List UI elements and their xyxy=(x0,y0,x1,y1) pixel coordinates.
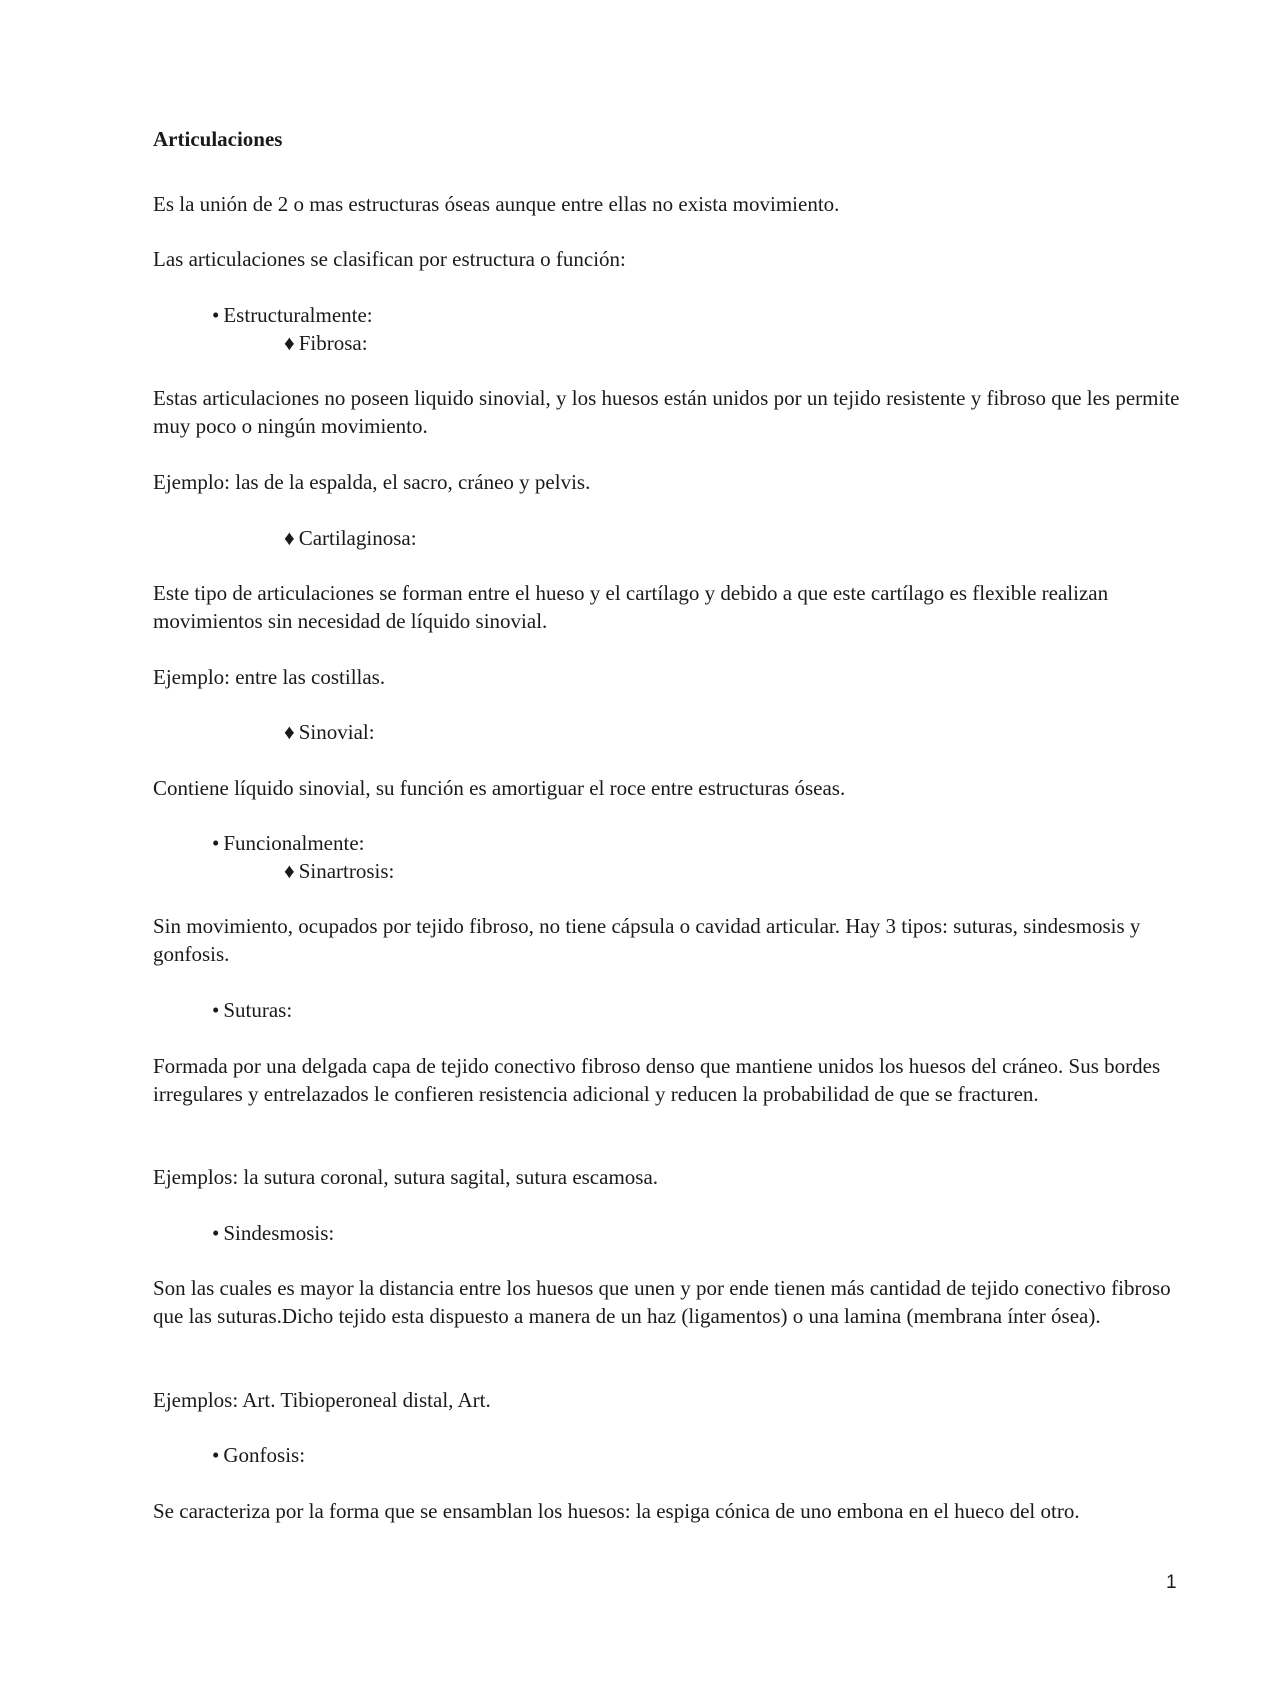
list-item-label: Suturas: xyxy=(223,998,293,1022)
list-item-fibrosa xyxy=(284,329,368,357)
list-item-label: Fibrosa: xyxy=(298,331,368,355)
diamond-bullet-icon: ♦ xyxy=(284,720,295,744)
fibrosa-example: Ejemplo: las de la espalda, el sacro, cráneo y pelvis. xyxy=(153,470,591,494)
list-item-label: Funcionalmente: xyxy=(223,831,365,855)
bullet-icon: • xyxy=(212,303,220,327)
bullet-icon: • xyxy=(212,998,220,1022)
list-item-label: Sindesmosis: xyxy=(223,1221,335,1245)
list-item-functional xyxy=(212,829,365,857)
bullet-icon: • xyxy=(212,831,220,855)
list-item-sinartrosis xyxy=(284,857,394,885)
diamond-bullet-icon: ♦ xyxy=(284,331,295,355)
suturas-paragraph: Formada por una delgada capa de tejido conectivo fibroso denso que mantiene unidos los huesos del cráneo. Sus bordes irregulares y entrelazados le confieren resistencia adicional y reducen la probabilidad de que se fracturen. xyxy=(153,1054,1161,1106)
classification-paragraph: Las articulaciones se clasifican por estructura o función: xyxy=(153,247,626,271)
list-item-sindesmosis xyxy=(212,1219,334,1247)
sindesmosis-example: Ejemplos: Art. Tibioperoneal distal, Art. xyxy=(153,1388,491,1412)
list-item-cartilaginosa xyxy=(284,524,417,552)
list-item-sinovial xyxy=(284,718,375,746)
sinovial-paragraph: Contiene líquido sinovial, su función es amortiguar el roce entre estructuras óseas. xyxy=(153,776,846,800)
bullet-icon: • xyxy=(212,1221,220,1245)
list-item-label: Estructuralmente: xyxy=(223,303,373,327)
list-item-label: Sinartrosis: xyxy=(298,859,395,883)
page-title: Articulaciones xyxy=(153,127,283,151)
cartilaginosa-example: Ejemplo: entre las costillas. xyxy=(153,665,386,689)
bullet-icon: • xyxy=(212,1443,220,1467)
page-number: 1 xyxy=(1166,1572,1177,1593)
list-item-label: Gonfosis: xyxy=(223,1443,306,1467)
list-item-label: Sinovial: xyxy=(298,720,375,744)
diamond-bullet-icon: ♦ xyxy=(284,859,295,883)
fibrosa-paragraph: Estas articulaciones no poseen liquido sinovial, y los huesos están unidos por un tejido resistente y fibroso que les permite muy poco o ningún movimiento. xyxy=(153,386,1180,438)
gonfosis-paragraph: Se caracteriza por la forma que se ensamblan los huesos: la espiga cónica de uno embona en el hueco del otro. xyxy=(153,1499,1080,1523)
sinartrosis-paragraph: Sin movimiento, ocupados por tejido fibroso, no tiene cápsula o cavidad articular. Hay 3 tipos: suturas, sindesmosis y gonfosis. xyxy=(153,914,1141,966)
list-item-structural xyxy=(212,301,373,329)
list-item-label: Cartilaginosa: xyxy=(298,526,417,550)
diamond-bullet-icon: ♦ xyxy=(284,526,295,550)
intro-paragraph: Es la unión de 2 o mas estructuras óseas aunque entre ellas no exista movimiento. xyxy=(153,192,840,216)
sindesmosis-paragraph: Son las cuales es mayor la distancia entre los huesos que unen y por ende tienen más cantidad de tejido conectivo fibroso que las suturas.Dicho tejido esta dispuesto a manera de un haz (ligamentos) o una lamina (membrana ínter ósea). xyxy=(153,1276,1171,1328)
list-item-suturas xyxy=(212,996,292,1024)
suturas-example: Ejemplos: la sutura coronal, sutura sagital, sutura escamosa. xyxy=(153,1165,659,1189)
list-item-gonfosis xyxy=(212,1441,305,1469)
cartilaginosa-paragraph: Este tipo de articulaciones se forman entre el hueso y el cartílago y debido a que este cartílago es flexible realizan movimientos sin necesidad de líquido sinovial. xyxy=(153,581,1109,633)
